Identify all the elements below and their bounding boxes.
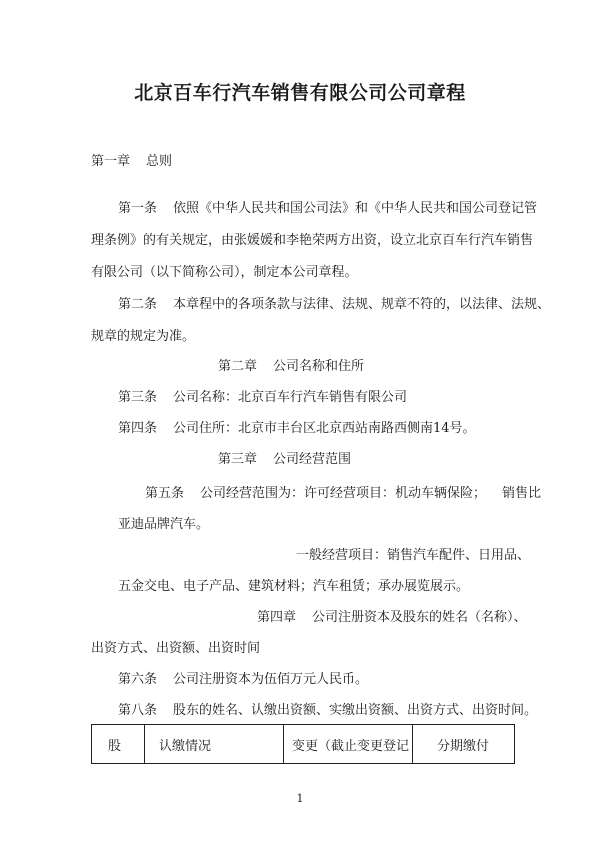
- article-8-text: 股东的姓名、认缴出资额、实缴出资额、出资方式、出资时间。: [173, 703, 538, 718]
- article-8: [118, 699, 537, 718]
- article-5-line-2: 亚迪品牌汽车。: [118, 517, 210, 532]
- table-header-shareholder: 股: [92, 725, 145, 764]
- article-6-label: 第六条: [118, 672, 158, 687]
- chapter-4-name: 公司注册资本及股东的姓名（名称）、: [312, 610, 527, 625]
- article-3-text: 公司名称：北京百车行汽车销售有限公司: [173, 390, 408, 405]
- article-5-line-3: 一般经营项目：销售汽车配件、日用品、: [296, 548, 531, 563]
- chapter-3-name: 公司经营范围: [273, 452, 352, 467]
- chapter-3-heading: [218, 448, 351, 467]
- chapter-2-name: 公司名称和住所: [273, 359, 365, 374]
- article-1-text-1: 依照《中华人民共和国公司法》和《中华人民共和国公司登记管: [173, 201, 538, 216]
- article-5-label: 第五条: [145, 486, 185, 501]
- article-6: [118, 668, 368, 687]
- chapter-2-label: 第二章: [218, 359, 258, 374]
- article-3: [118, 386, 407, 405]
- chapter-4-continuation: 出资方式、出资额、出资时间: [91, 641, 261, 656]
- article-1-label: 第一条: [118, 201, 158, 216]
- article-1-line-1: [118, 197, 537, 216]
- article-5-line-4: 五金交电、电子产品、建筑材料；汽车租赁；承办展览展示。: [118, 579, 470, 594]
- article-1-line-3: 有限公司（以下简称公司），制定本公司章程。: [91, 265, 358, 280]
- table-header-installment: 分期缴付: [413, 725, 515, 764]
- table-header-change: 变更（截止变更登记: [284, 725, 413, 764]
- article-1-line-2: 理条例》的有关规定，由张媛媛和李艳荣两方出资，设立北京百车行汽车销售: [91, 233, 534, 248]
- article-2-text-1: 本章程中的各项条款与法律、法规、规章不符的，以法律、法规、: [173, 297, 551, 312]
- article-2-line-1: [118, 293, 550, 312]
- page-number: 1: [296, 792, 304, 805]
- document-title: 北京百车行汽车销售有限公司公司章程: [134, 82, 466, 104]
- chapter-1-label: 第一章: [91, 154, 131, 169]
- article-4: [118, 417, 476, 436]
- article-5-line-1: [145, 482, 541, 501]
- shareholder-table: [91, 724, 515, 764]
- chapter-1-name: 总则: [146, 154, 173, 169]
- article-2-label: 第二条: [118, 297, 158, 312]
- article-4-label: 第四条: [118, 421, 158, 436]
- article-4-text: 公司住所：北京市丰台区北京西站南路西侧南14号。: [173, 421, 476, 436]
- article-6-text: 公司注册资本为伍佰万元人民币。: [173, 672, 369, 687]
- article-8-label: 第八条: [118, 703, 158, 718]
- chapter-4-label: 第四章: [257, 610, 297, 625]
- article-2-line-2: 规章的规定为准。: [91, 329, 196, 344]
- table-header-subscription: 认缴情况: [145, 725, 284, 764]
- chapter-1-heading: [91, 150, 172, 169]
- chapter-2-heading: [218, 355, 364, 374]
- chapter-3-label: 第三章: [218, 452, 258, 467]
- article-5-text-1b: 销售比: [502, 486, 542, 501]
- table-row: [92, 725, 515, 764]
- article-5-text-1: 公司经营范围为：许可经营项目：机动车辆保险；: [200, 486, 487, 501]
- article-3-label: 第三条: [118, 390, 158, 405]
- chapter-4-heading: [257, 606, 527, 625]
